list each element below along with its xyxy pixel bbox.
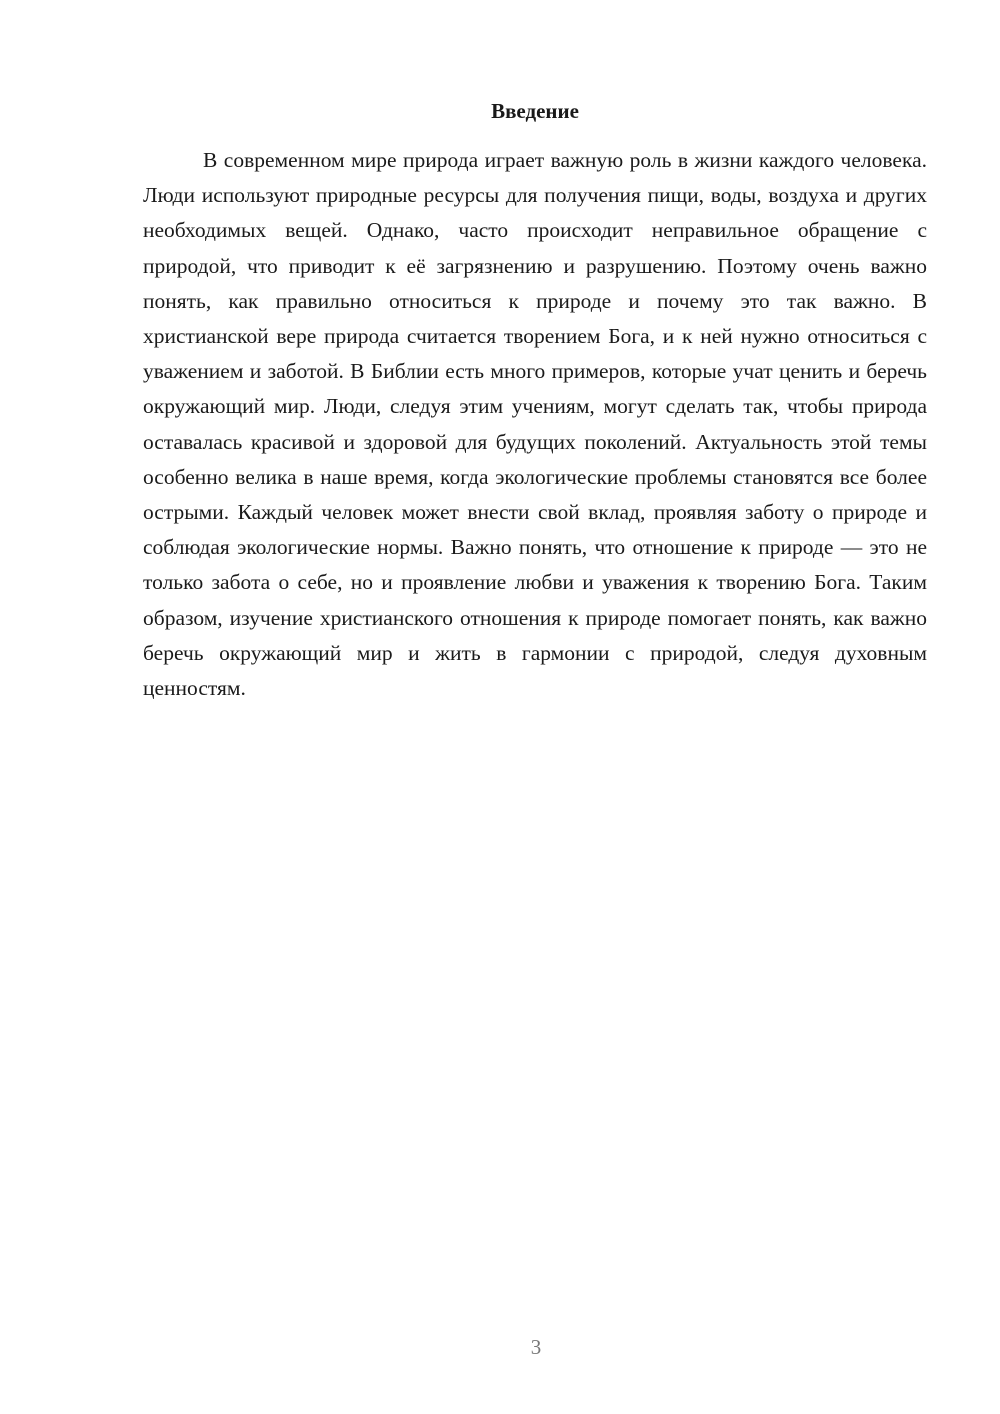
page-number: 3 (530, 1335, 542, 1359)
section-heading: Введение (491, 99, 579, 123)
body-paragraph: В современном мире природа играет важную роль в жизни каждого человека. Люди используют природные ресурсы для получения пищи, воды, воздуха и других необходимых вещей. Однако, часто происходит неправильное обращение с природой, что приводит к её загрязнению и разрушению. Поэтому очень важно понять, как правильно относиться к природе и почему это так важно. В христианской вере природа считается творением Бога, и к ней нужно относиться с уважением и заботой. В Библии есть много примеров, которые учат ценить и беречь окружающий мир. Люди, следуя этим учениям, могут сделать так, чтобы природа оставалась красивой и здоровой для будущих поколений. Актуальность этой темы особенно велика в наше время, когда экологические проблемы становятся все более острыми. Каждый человек может внести свой вклад, проявляя заботу о природе и соблюдая экологические нормы. Важно понять, что отношение к природе — это не только забота о себе, но и проявление любви и уважения к творению Бога. Таким образом, изучение христианского отношения к природе помогает понять, как важно беречь окружающий мир и жить в гармонии с природой, следуя духовным ценностям. (143, 148, 927, 701)
